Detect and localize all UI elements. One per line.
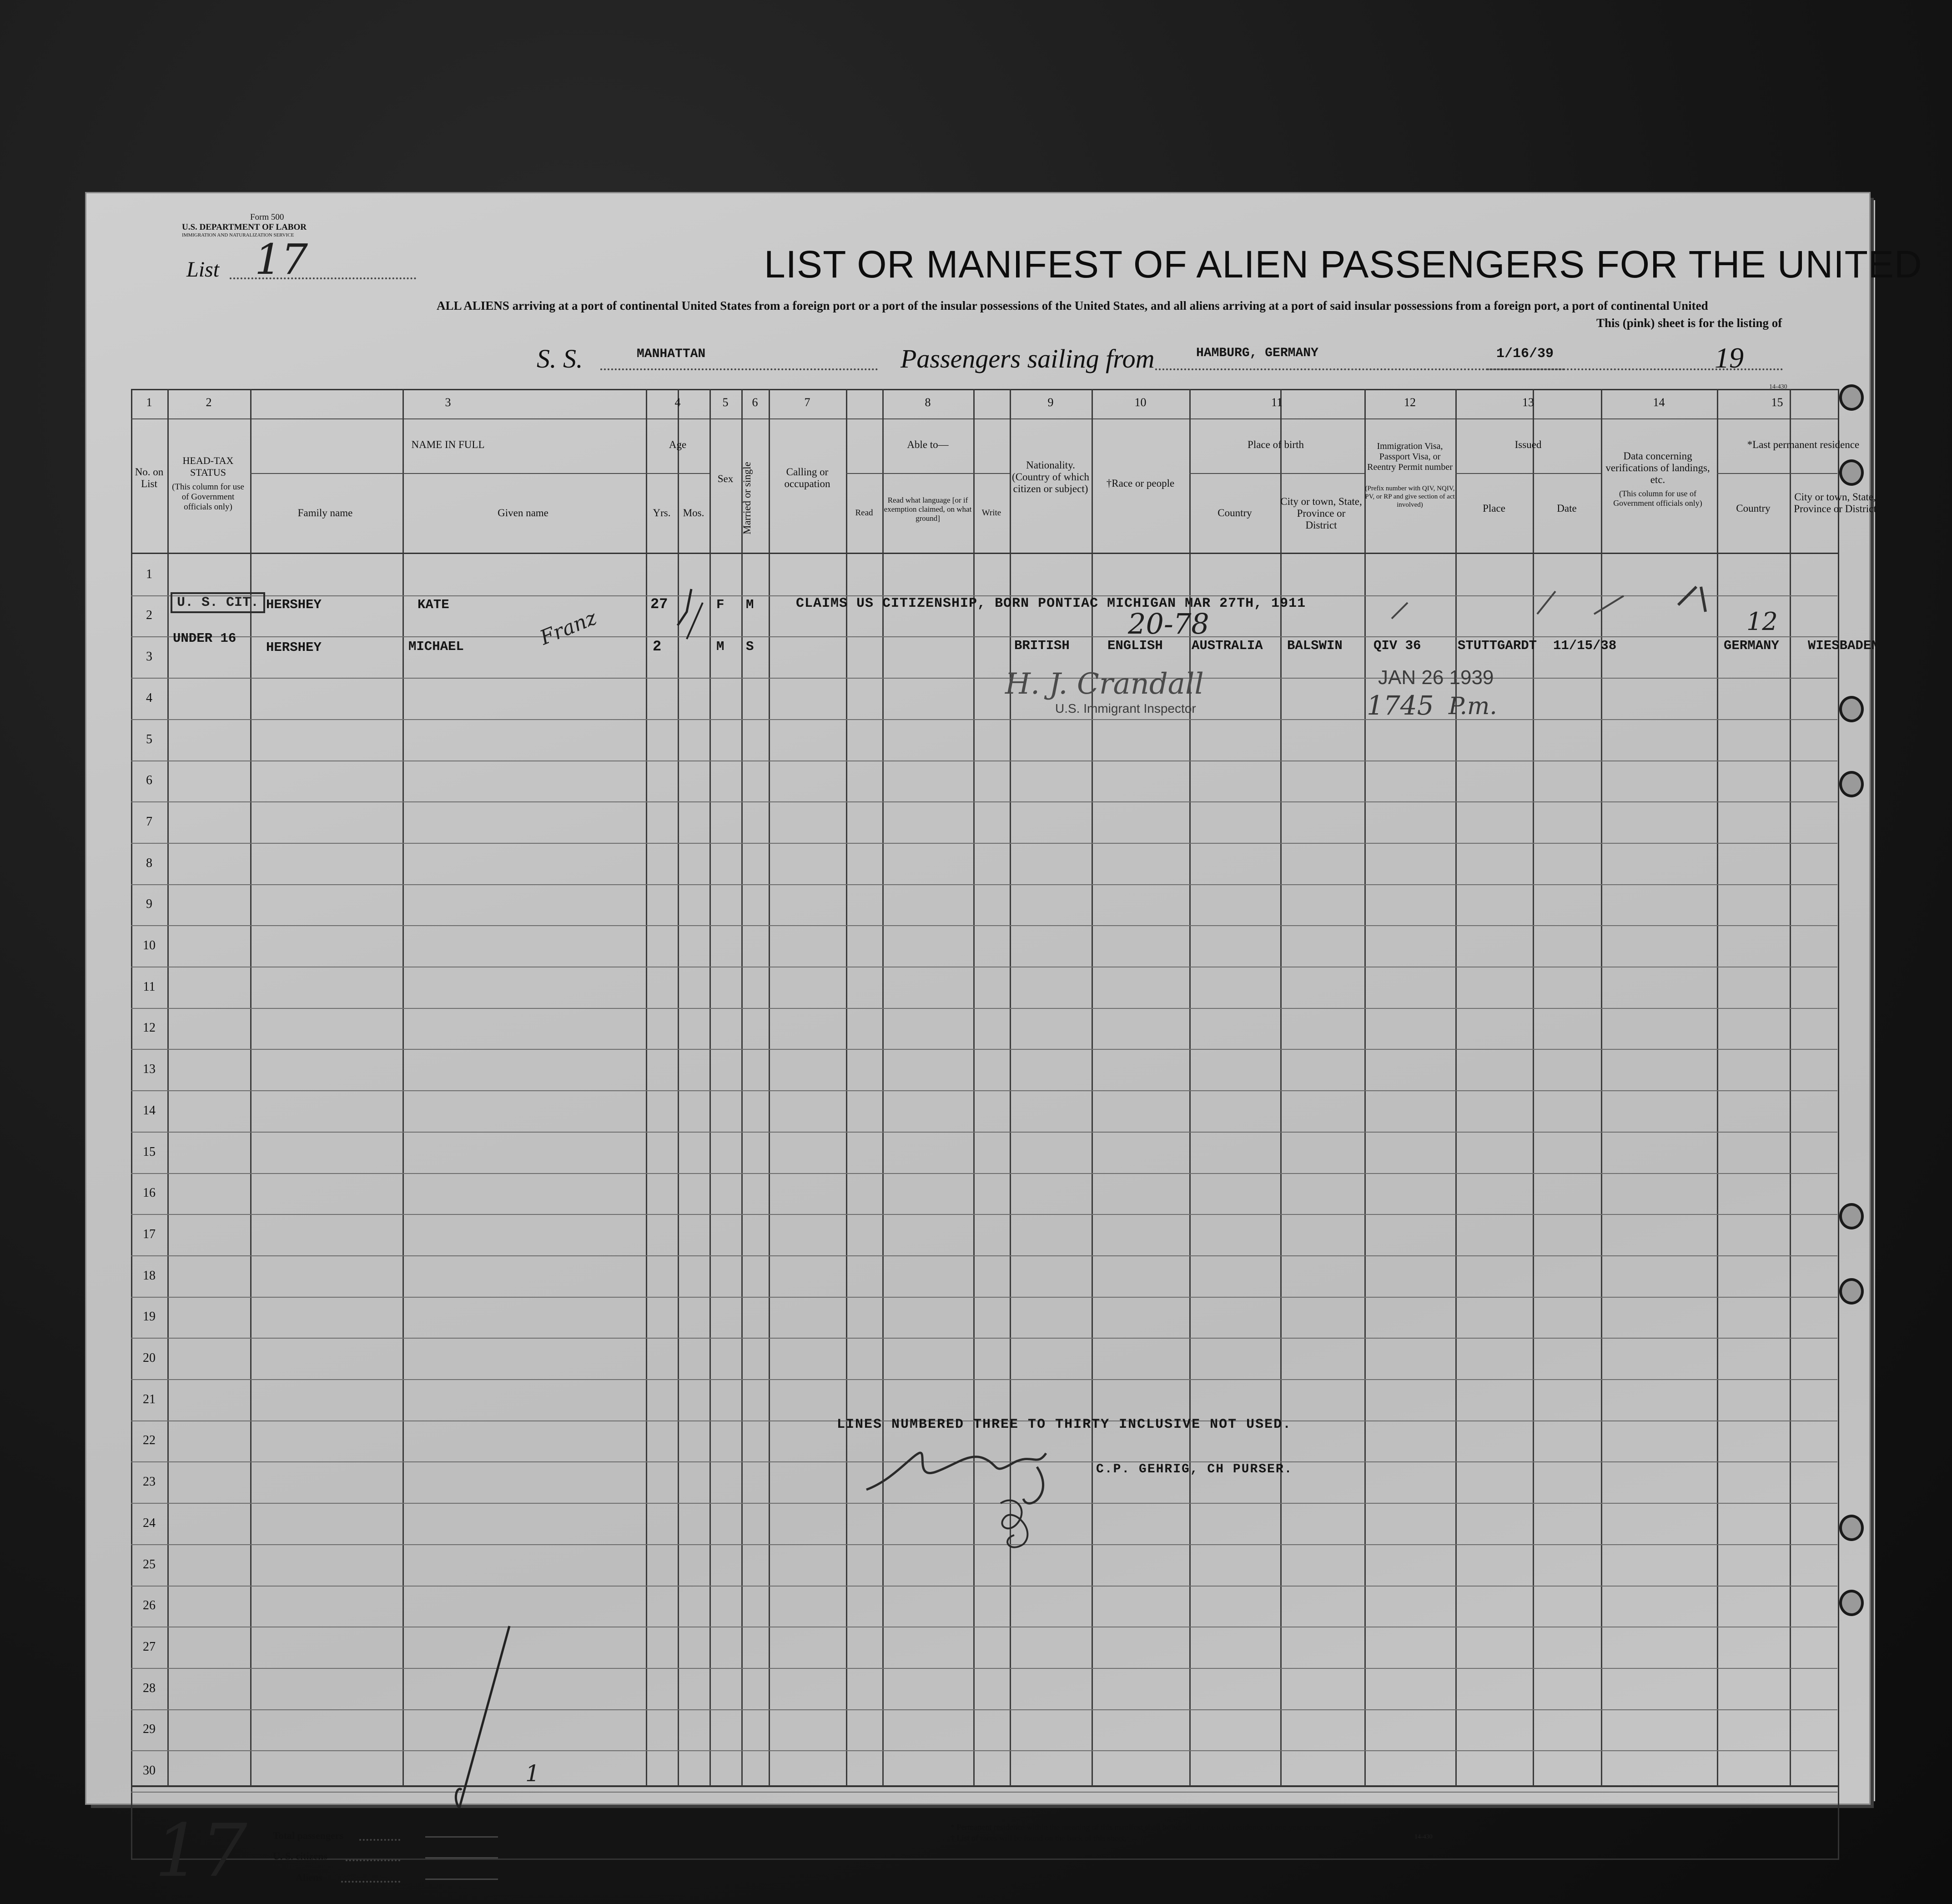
row-rule [131, 801, 1837, 802]
subheader-rule [646, 473, 709, 474]
col-number-rule [131, 418, 1838, 419]
check-marks-right [1387, 578, 1742, 628]
hand-12: 12 [1746, 607, 1778, 636]
column-number: 3 [445, 396, 451, 409]
service: IMMIGRATION AND NATURALIZATION SERVICE [182, 232, 294, 238]
citizens-dots [346, 1859, 400, 1861]
row-number: 25 [143, 1557, 156, 1572]
column-number: 13 [1522, 396, 1534, 409]
margin-code-bottom: 14-430 [1414, 1833, 1433, 1840]
row-number: 28 [143, 1681, 156, 1695]
entry-2-status: UNDER 16 [173, 631, 236, 646]
manifest-page [86, 193, 1922, 1893]
aliens-label: Aliens [296, 1872, 322, 1883]
header-able-to: Able to— [907, 439, 949, 450]
row-number: 20 [143, 1351, 156, 1365]
entry-2-sex: M [716, 639, 724, 654]
entry-1-sex: F [716, 597, 724, 612]
column-rule [646, 389, 647, 1786]
row-number: 6 [146, 773, 152, 787]
header-head-tax-note: (This column for use of Government officials only) [172, 482, 244, 512]
sailing-label: Passengers sailing from [901, 344, 1155, 373]
row-rule [131, 884, 1837, 885]
purser-name: C.P. GEHRIG, CH PURSER. [1096, 1462, 1293, 1476]
date-stamp: JAN 26 1939 [1378, 666, 1494, 689]
row-rule [131, 1255, 1837, 1256]
row-number: 4 [146, 691, 152, 705]
hand-20-78: 20-78 [1128, 607, 1209, 640]
column-rule [1790, 389, 1791, 1786]
column-number: 14 [1653, 396, 1665, 409]
header-read: Read [855, 508, 873, 518]
entry-2-visa: QIV 36 [1373, 638, 1421, 653]
sailing-date: 1/16/39 [1496, 346, 1554, 362]
row-rule [131, 1586, 1837, 1587]
row-rule [131, 843, 1837, 844]
header-write: Write [981, 508, 1001, 518]
binder-hole [1839, 696, 1864, 722]
list-number: 17 [255, 235, 308, 284]
row-rule [131, 1173, 1837, 1174]
header-sex: Sex [717, 473, 734, 484]
row-rule [131, 1008, 1837, 1009]
row-number: 12 [143, 1021, 156, 1035]
citizens-line [425, 1857, 498, 1859]
status-stamp-uscit: U. S. CIT. [171, 592, 265, 613]
row-rule [131, 1750, 1837, 1751]
header-data-note: (This column for use of Government officials only) [1613, 489, 1702, 508]
year-label: 19 [1715, 342, 1744, 374]
row-rule [131, 1132, 1837, 1133]
header-issued: Issued [1514, 439, 1542, 450]
row-rule [131, 1668, 1837, 1669]
hand-17-margin: 17 [155, 1808, 247, 1893]
footnote-races: † List of races will be found on the back of this sheet. [951, 1833, 1127, 1843]
department: U.S. DEPARTMENT OF LABOR [182, 222, 307, 232]
ship-name: MANHATTAN [637, 347, 706, 361]
header-visa-note: (Prefix number with QIV, NQIV, PV, or RP and give section of act involved) [1365, 485, 1455, 509]
binder-hole [1839, 1278, 1864, 1305]
header-issued-place: Place [1483, 503, 1505, 514]
entry-2-given: MICHAEL [408, 639, 464, 654]
row-rule [131, 1379, 1837, 1380]
column-number: 15 [1771, 396, 1783, 409]
footnote-residence: * Permanent residence within the meaning of this manifest shall be actual or intended residence of one year or more. [951, 1823, 1333, 1832]
header-calling: Calling or occupation [784, 466, 830, 489]
list-label: List [186, 257, 220, 282]
header-age: Age [669, 439, 687, 450]
column-rule [741, 389, 743, 1786]
header-head-tax: HEAD-TAX STATUS [182, 455, 234, 478]
port-name: HAMBURG, GERMANY [1196, 346, 1318, 360]
row-rule [131, 1709, 1837, 1710]
row-number: 3 [146, 650, 152, 664]
header-married: Married or single [741, 462, 753, 534]
header-data-concerning: Data concerning verifications of landings, etc. [1605, 450, 1710, 485]
header-visa: Immigration Visa, Passport Visa, or Reentry Permit number [1367, 441, 1453, 472]
hand-1745: 1745 [1367, 690, 1434, 721]
column-number: 6 [752, 396, 758, 409]
row-number: 30 [143, 1763, 156, 1778]
column-number: 9 [1047, 396, 1054, 409]
column-number: 12 [1404, 396, 1416, 409]
entry-2-issued-date: 11/15/38 [1553, 638, 1617, 653]
column-rule [402, 389, 404, 1786]
header-race: †Race or people [1106, 478, 1175, 489]
row-number: 24 [143, 1516, 156, 1530]
aliens-line [425, 1879, 498, 1880]
binder-hole [1839, 459, 1864, 486]
entry-2-res-country: GERMANY [1724, 638, 1779, 653]
header-no-on-list: No. on List [135, 466, 164, 489]
column-number: 11 [1271, 396, 1283, 409]
row-number: 22 [143, 1433, 156, 1447]
header-birth-city: City or town, State, Province or District [1280, 496, 1362, 531]
row-number: 13 [143, 1062, 156, 1076]
row-rule [131, 925, 1837, 926]
us-citizens-label: U. S. citizens [273, 1850, 327, 1862]
ship-line [600, 368, 878, 370]
entry-1-yrs: 27 [650, 596, 668, 613]
row-number: 5 [146, 732, 152, 746]
row-number: 15 [143, 1145, 156, 1159]
row-number: 21 [143, 1392, 156, 1406]
row-number: 23 [143, 1475, 156, 1489]
row-rule [131, 636, 1837, 637]
inspector-title: U.S. Immigrant Inspector [1055, 701, 1196, 715]
margin-code-top: 14-430 [1769, 383, 1787, 390]
column-rule [769, 389, 770, 1786]
row-rule [131, 1338, 1837, 1339]
entry-2-race: ENGLISH [1107, 638, 1163, 653]
header-read-what: Read what language [or if exemption claimed, on what ground] [884, 496, 972, 523]
total-line [425, 1836, 498, 1838]
binder-hole [1839, 771, 1864, 797]
total-passengers-label: Total passengers [273, 1830, 344, 1841]
hand-franz: Franz [537, 606, 600, 650]
binder-hole [1839, 384, 1864, 411]
column-rule [1364, 389, 1366, 1786]
row-number: 10 [143, 938, 156, 952]
total-dots [359, 1839, 400, 1841]
header-family-name: Family name [297, 507, 353, 519]
column-rule [167, 389, 169, 1786]
row-number: 17 [143, 1227, 156, 1241]
row-rule [131, 719, 1837, 720]
entry-2-married: S [746, 639, 754, 654]
entry-2-birth-city: BALSWIN [1287, 638, 1343, 653]
lines-not-used-note: LINES NUMBERED THREE TO THIRTY INCLUSIVE NOT USED. [837, 1417, 1292, 1432]
entry-2-yrs: 2 [653, 638, 662, 655]
column-number: 7 [804, 396, 810, 409]
purser-signature [864, 1440, 1082, 1558]
column-number: 5 [722, 396, 729, 409]
row-rule [131, 1214, 1837, 1215]
row-rule [131, 1297, 1837, 1298]
subheader-rule [846, 473, 1010, 474]
column-number: 1 [146, 396, 152, 409]
row-number: 16 [143, 1186, 156, 1200]
header-nationality: Nationality. (Country of which citizen or subject) [1012, 459, 1089, 494]
subheader-rule [1455, 473, 1601, 474]
column-number: 4 [674, 396, 681, 409]
hand-pm: P.m. [1449, 693, 1497, 720]
entry-2-res-city: WIESBADEN [1808, 638, 1879, 653]
ss-label: S. S. [537, 344, 583, 373]
header-mos: Mos. [683, 507, 704, 519]
subheader-rule [1189, 473, 1364, 474]
row-number: 29 [143, 1722, 156, 1736]
subtitle-2: This (pink) sheet is for the listing of [1596, 316, 1782, 330]
entry-2-issued-place: STUTTGARDT [1458, 638, 1537, 653]
header-given-name: Given name [498, 507, 548, 519]
column-number: 2 [206, 396, 212, 409]
entry-1-given: KATE [418, 597, 449, 612]
column-number: 10 [1134, 396, 1147, 409]
row-rule [131, 1049, 1837, 1050]
header-rule [131, 553, 1838, 554]
row-number: 14 [143, 1103, 156, 1118]
hand-1-mark: 1 [525, 1760, 540, 1787]
header-res-city: City or town, State, Province or District [1794, 491, 1877, 514]
entry-2-birth-country: AUSTRALIA [1192, 638, 1263, 653]
row-number: 18 [143, 1269, 156, 1283]
header-last-residence: *Last permanent residence [1747, 439, 1860, 450]
column-number: 8 [925, 396, 931, 409]
binder-hole [1839, 1515, 1864, 1541]
subheader-rule [250, 473, 646, 474]
page-title: LIST OR MANIFEST OF ALIEN PASSENGERS FOR THE UNITED [764, 243, 1922, 286]
subheader-rule [1717, 473, 1837, 474]
row-rule [131, 1090, 1837, 1091]
inspector-signature: H. J. Crandall [1005, 667, 1204, 701]
entry-2-nationality: BRITISH [1014, 638, 1070, 653]
row-number: 2 [146, 608, 152, 622]
header-place-of-birth: Place of birth [1248, 439, 1304, 450]
entry-2-family: HERSHEY [266, 640, 322, 655]
header-res-country: Country [1736, 503, 1771, 514]
row-number: 9 [146, 897, 152, 911]
row-number: 1 [146, 567, 152, 581]
header-issued-date: Date [1557, 503, 1577, 514]
binder-hole [1839, 1590, 1864, 1616]
row-number: 7 [146, 815, 152, 829]
row-number: 26 [143, 1598, 156, 1612]
header-birth-country: Country [1217, 507, 1252, 519]
row-number: 19 [143, 1310, 156, 1324]
header-yrs: Yrs. [653, 507, 671, 519]
entry-1-married: M [746, 597, 754, 612]
row-number: 27 [143, 1640, 156, 1654]
margin-slash-mark [450, 1617, 514, 1826]
row-number: 8 [146, 856, 152, 870]
body-bottom-rule [131, 1785, 1838, 1787]
binder-hole [1839, 1203, 1864, 1229]
row-rule [131, 678, 1837, 679]
row-rule [131, 1792, 1837, 1793]
header-name-in-full: NAME IN FULL [411, 439, 485, 450]
row-number: 11 [143, 980, 156, 994]
entry-1-family: HERSHEY [266, 597, 322, 612]
form-number: Form 500 [250, 212, 284, 222]
entry-1-remark: CLAIMS US CITIZENSHIP, BORN PONTIAC MICHIGAN MAR 27TH, 1911 [796, 596, 1306, 611]
aliens-dots [341, 1881, 400, 1883]
subtitle-1: ALL ALIENS arriving at a port of continental United States from a foreign port or a port of the insular possessions of the United States, and all aliens arriving at a port of said insular possessions from a foreign port, a port of continental United [437, 299, 1708, 312]
check-marks-age [669, 584, 714, 648]
